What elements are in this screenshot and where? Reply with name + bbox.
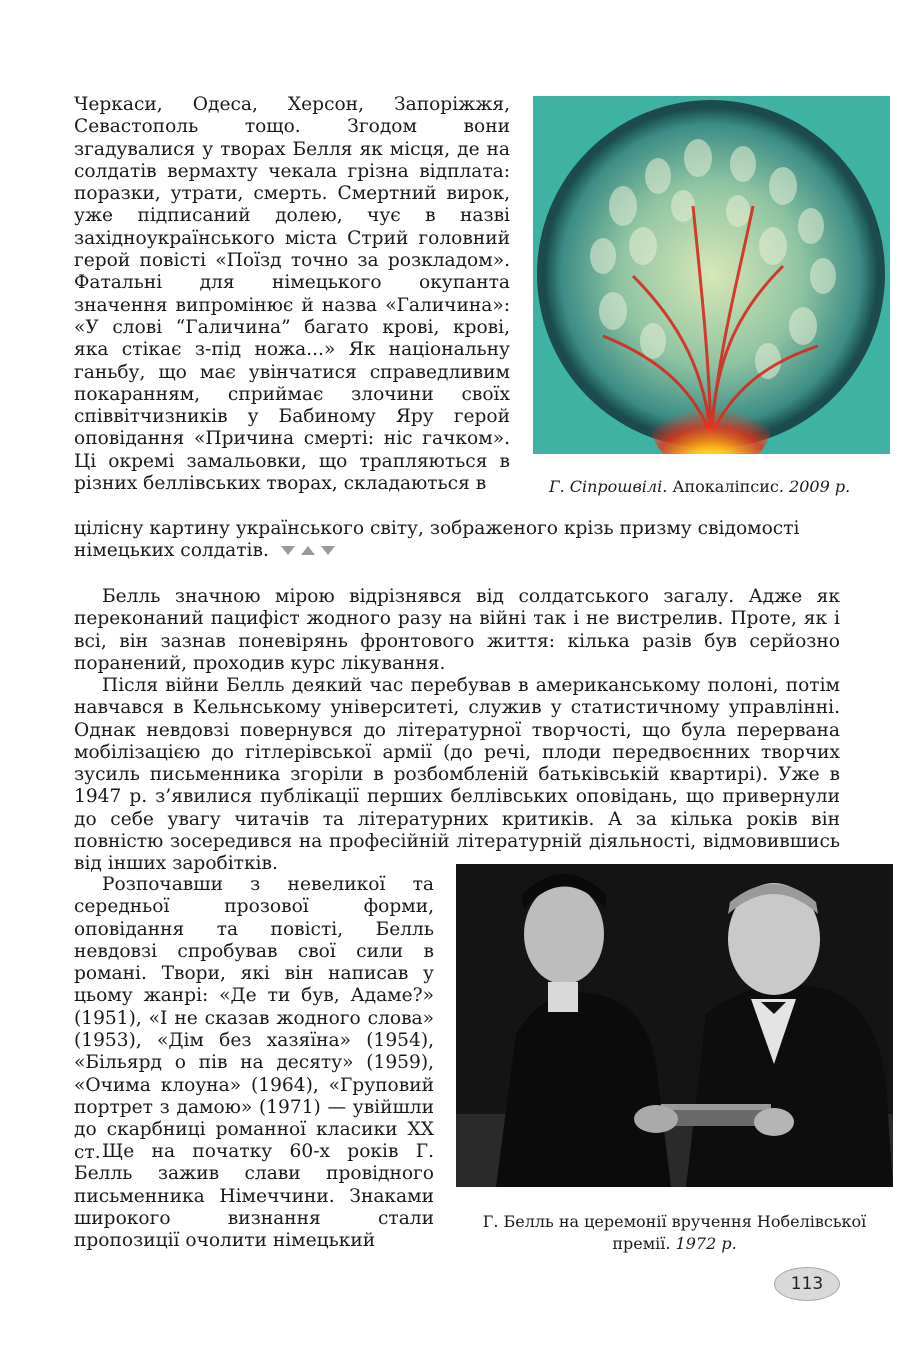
paragraph-cities: Черкаси, Одеса, Херсон, Запоріжжя, Севастополь тощо. Згодом вони згадувалися у творах Белля як місця, де на солдатів вермахту чекала грізна відплата: поразки, утрати, смерть. Смертний вирок, уже підписаний долею, чує в назві західноукраїнського міста Стрий головний герой повісті «Поїзд точно за розкладом». Фатальні для німецького окупанта значення випромінює й назва «Галичина»: «У слові “Галичина” багато крові, крові, яка стікає з-під ножа...» Як національну ганьбу, що має увінчатися справедливим покаранням, сприймає злочини своїх співвітчизників у Бабиному Яру герой оповідання «Причина смерті: ніс гачком». Ці окремі замальовки, що трапляються в різних беллівських творах, складаються в	[74, 94, 510, 495]
nobel-caption-year: 1972 р.	[675, 1234, 737, 1253]
paragraph-after-war: Після війни Белль деякий час перебував в американському полоні, потім навчався в Кельнському університеті, служив у статистичному управлінні. Однак невдовзі повернувся до літературної творчості, що була перервана мобілізацією до гітлерівської армії (до речі, плоди передвоєнних творчих зусиль письменника згоріли в розбомбленій батьківській квартирі). Уже в 1947 р. з’явилися публікації перших беллівських оповідань, що привернули до себе увагу читачів та літературних критиків. А за кілька років він повністю зосередився на професійній літературній діяльності, відмовившись від інших заробітків.	[74, 675, 840, 875]
painting-caption-sep: .	[662, 477, 668, 496]
painting-author: Г. Сіпрошвілі	[549, 477, 663, 496]
painting-title: Апокаліпсис.	[672, 477, 784, 496]
apocalypse-painting	[533, 96, 890, 454]
paragraph-novels: Розпочавши з невеликої та середньої прозової форми, оповідання та повісті, Белль невдовзі спробував свої сили в романі. Твори, які він написав у цьому жанрі: «Де ти був, Адаме?» (1951), «І не сказав жодного слова» (1953), «Дім без хазяїна» (1954), «Більярд о пів на десяту» (1959), «Очима клоуна» (1964), «Груповий портрет з дамою» (1971) — увійшли до скарбниці романної класики XX ст.	[74, 874, 434, 1163]
page-number: 113	[774, 1267, 840, 1301]
nobel-ceremony-photo	[456, 864, 893, 1187]
paragraph-fame: Ще на початку 60-х років Г. Белль зажив слави провідного письменника Німеччини. Знаками широкого визнання стали пропозиції очолити німецький	[74, 1141, 434, 1252]
triangle-marks-icon	[281, 540, 335, 562]
nobel-caption-text: Г. Белль на церемонії вручення Нобелівської премії.	[482, 1212, 867, 1253]
painting-year: 2009 р.	[789, 477, 851, 496]
paragraph-pacifist: Белль значною мірою відрізнявся від солдатського загалу. Адже як переконаний пацифіст жодного разу на війні так і не вистрелив. Проте, як і всі, він зазнав поневірянь фронтового життя: кілька разів був серйозно поранений, проходив курс лікування.	[74, 586, 840, 674]
paragraph-cities-end-text: цілісну картину українського світу, зображеного крізь призму свідомості німецьких солдатів.	[74, 518, 800, 562]
paragraph-cities-end	[74, 518, 840, 563]
painting-caption	[549, 476, 889, 498]
nobel-caption	[456, 1211, 893, 1255]
